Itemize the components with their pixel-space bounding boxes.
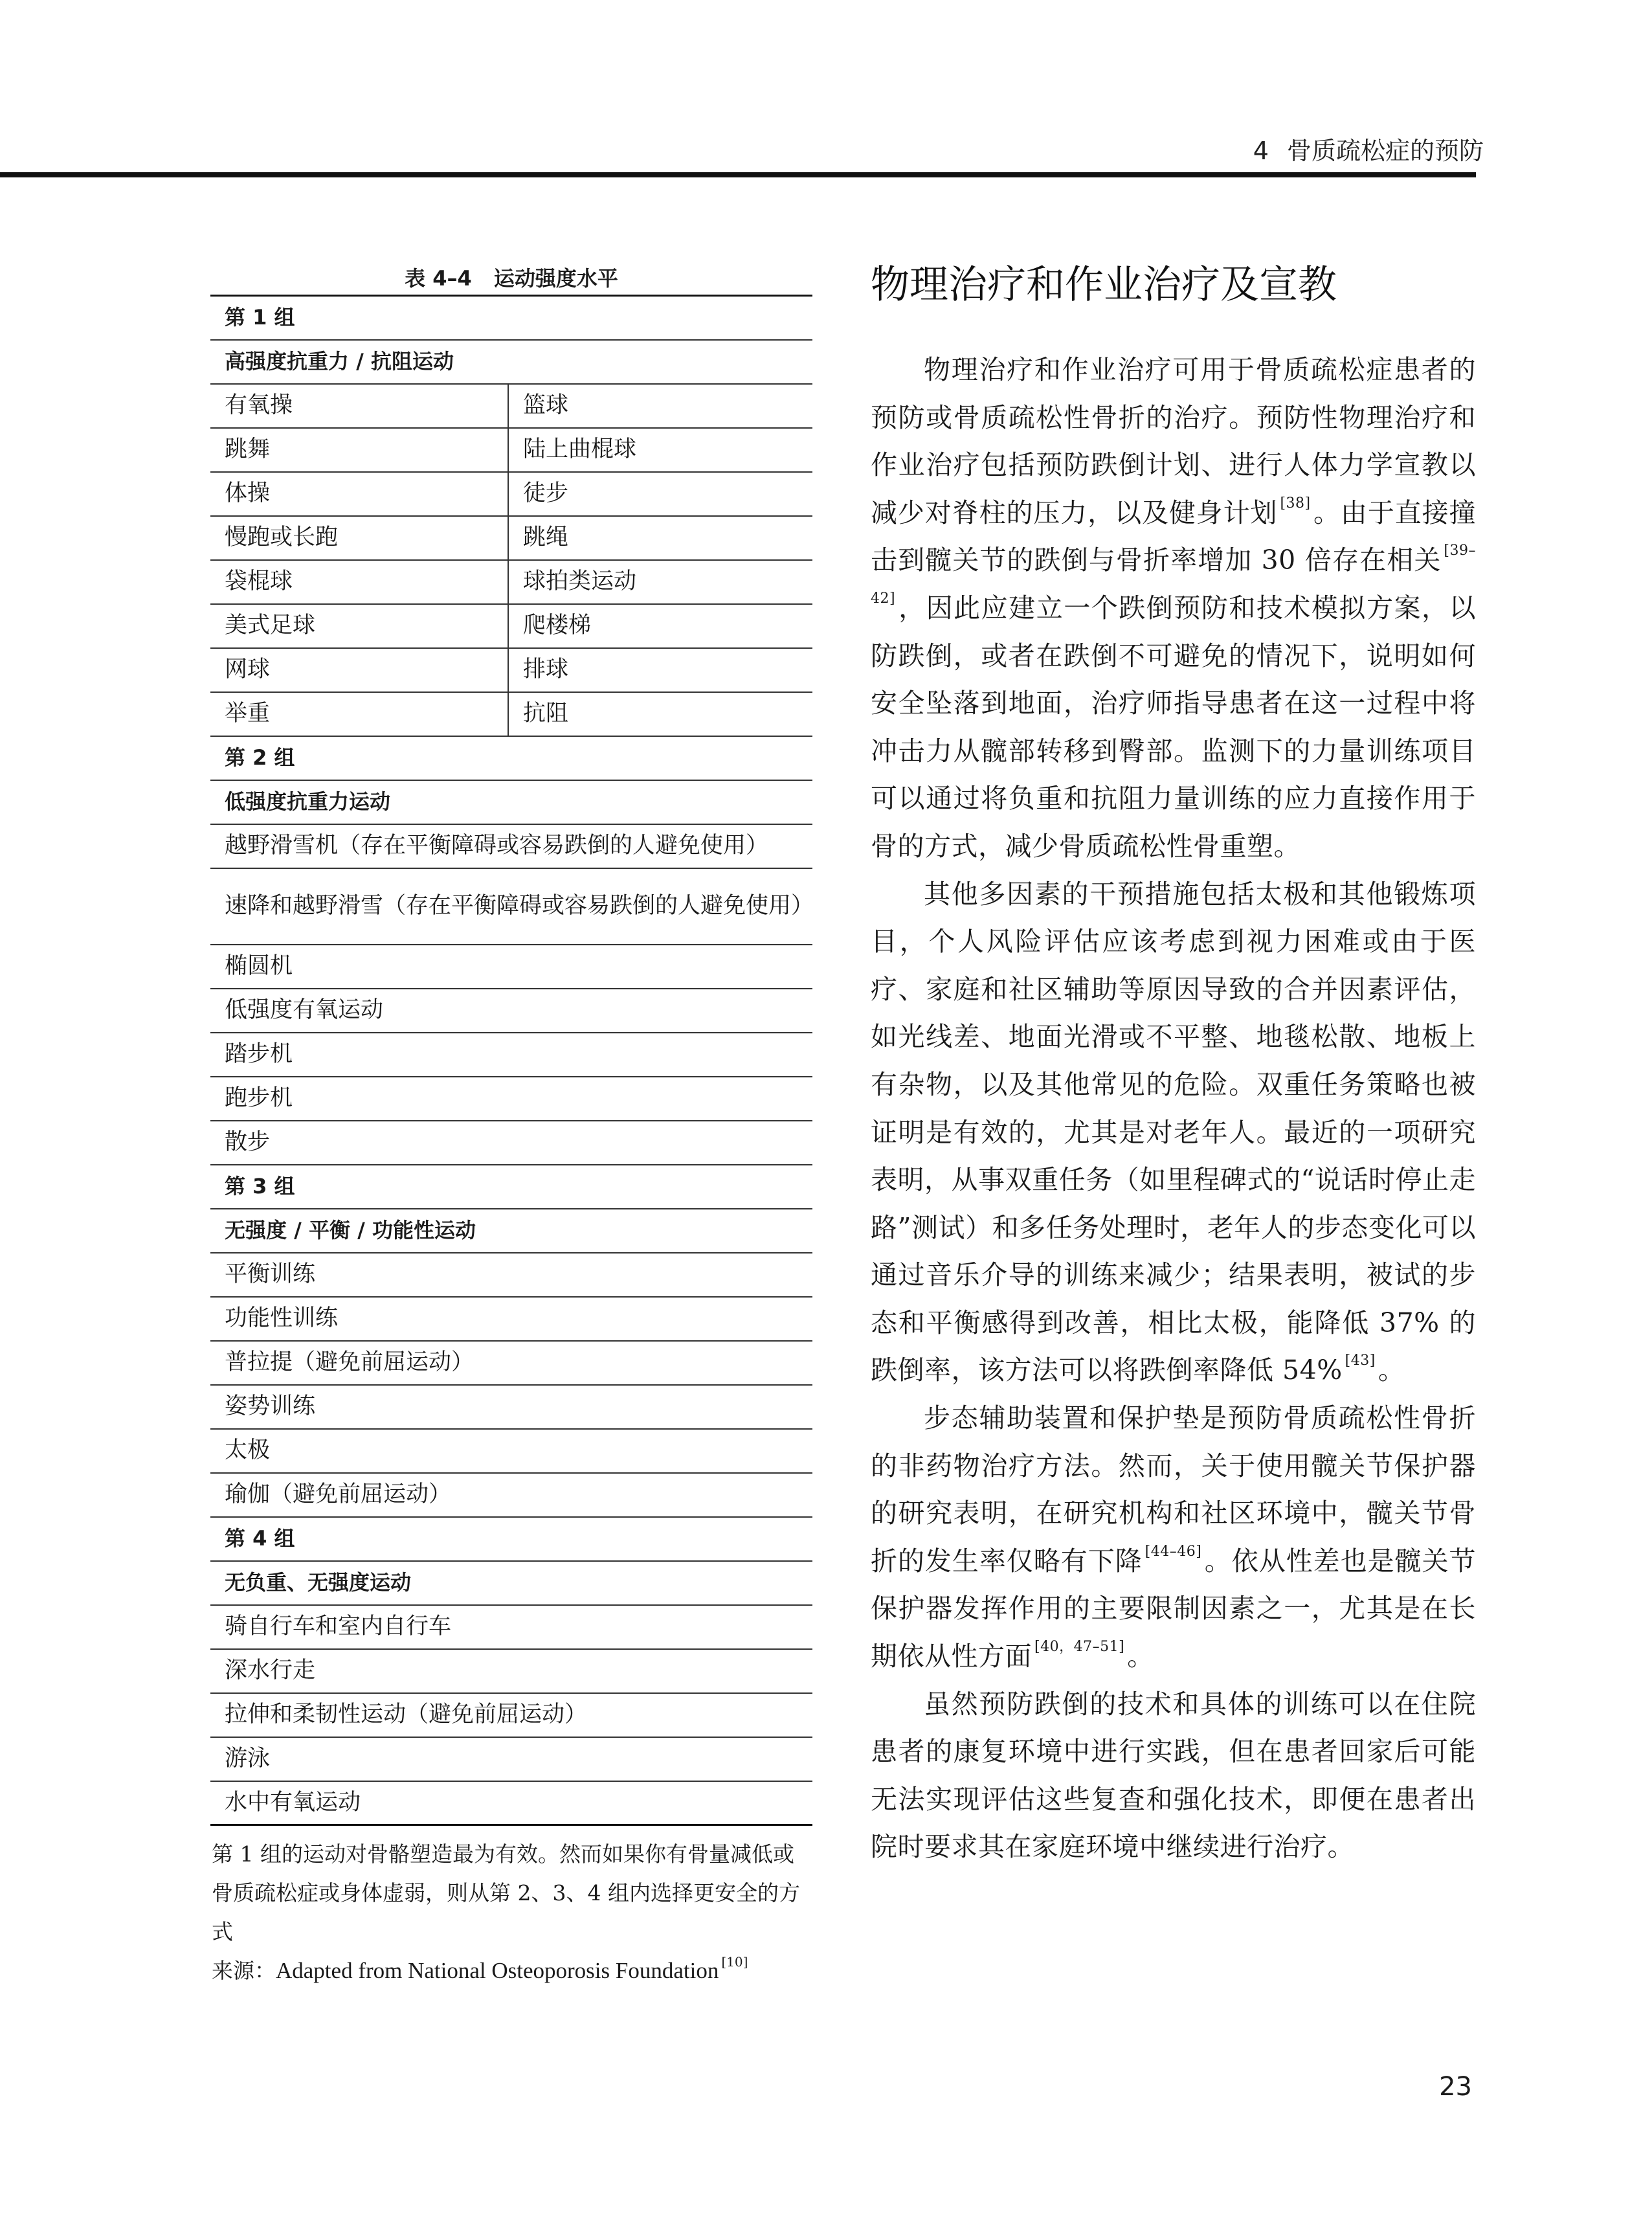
table-row — [210, 1737, 812, 1781]
table-row — [210, 560, 812, 604]
table-cell: 体操 — [210, 472, 508, 516]
citation-ref: [43] — [1345, 1353, 1376, 1369]
table-row — [210, 1297, 812, 1341]
table-category-row — [210, 1209, 812, 1253]
body-paragraph — [871, 346, 1476, 871]
table-cell: 椭圆机 — [210, 945, 812, 989]
chapter-number: 4 — [1253, 137, 1269, 165]
body-paragraph — [871, 871, 1476, 1395]
paragraph-text: 。 — [1127, 1641, 1154, 1672]
table-cell: 水中有氧运动 — [210, 1781, 812, 1825]
table-cell: 抗阻 — [508, 692, 812, 736]
table-category-row — [210, 780, 812, 824]
group-category: 低强度抗重力运动 — [210, 780, 812, 824]
paragraph-text: 物理治疗和作业治疗可用于骨质疏松症患者的预防或骨质疏松性骨折的治疗。预防性物理治疗和作业治疗包括预防跌倒计划、进行人体力学宣教以减少对脊柱的压力，以及健身计划 — [871, 354, 1476, 528]
paragraph-text: 步态辅助装置和保护垫是预防骨质疏松性骨折的非药物治疗方法。然而，关于使用髋关节保护器的研究表明，在研究机构和社区环境中，髋关节骨折的发生率仅略有下降 — [871, 1402, 1476, 1577]
group-category: 无强度 / 平衡 / 功能性运动 — [210, 1209, 812, 1253]
table-cell: 跑步机 — [210, 1077, 812, 1121]
citation-ref: [40，47–51] — [1034, 1639, 1125, 1656]
table-row — [210, 1429, 812, 1473]
paragraph-text: 。 — [1378, 1355, 1405, 1386]
table-cell: 举重 — [210, 692, 508, 736]
table-source-text: Adapted from National Osteoporosis Foundation — [276, 1958, 719, 1983]
paragraph-text: 其他多因素的干预措施包括太极和其他锻炼项目，个人风险评估应该考虑到视力困难或由于医疗、家庭和社区辅助等原因导致的合并因素评估，如光线差、地面光滑或不平整、地毯松散、地板上有杂物，以及其他常见的危险。双重任务策略也被证明是有效的，尤其是对老年人。最近的一项研究表明，从事双重任务（如里程碑式的“说话时停止走路”测试）和多任务处理时，老年人的步态变化可以通过音乐介导的训练来减少；结果表明，被试的步态和平衡感得到改善，相比太极，能降低 37% 的跌倒率，该方法可以将跌倒率降低 54% — [871, 878, 1476, 1386]
table-cell: 骑自行车和室内自行车 — [210, 1605, 812, 1649]
body-paragraph — [871, 1395, 1476, 1681]
table-row — [210, 1253, 812, 1297]
body-paragraph — [871, 1681, 1476, 1871]
table-cell: 瑜伽（避免前屈运动） — [210, 1473, 812, 1517]
page-number: 23 — [1439, 2072, 1472, 2102]
table-row — [210, 945, 812, 989]
table-row — [210, 1385, 812, 1429]
table-cell: 网球 — [210, 648, 508, 692]
table-group-header — [210, 1517, 812, 1561]
table-row — [210, 1693, 812, 1737]
table-cell: 排球 — [508, 648, 812, 692]
section-title: 物理治疗和作业治疗及宣教 — [871, 262, 1337, 308]
group-label: 第 3 组 — [210, 1165, 812, 1209]
table-cell: 陆上曲棍球 — [508, 428, 812, 472]
table-source-label: 来源： — [212, 1958, 276, 1983]
table-cell: 姿势训练 — [210, 1385, 812, 1429]
exercise-intensity-table — [210, 295, 812, 1826]
table-number: 表 4–4 — [405, 266, 472, 291]
table-cell: 爬楼梯 — [508, 604, 812, 648]
table-cell: 慢跑或长跑 — [210, 516, 508, 560]
table-cell: 低强度有氧运动 — [210, 989, 812, 1033]
table-note: 第 1 组的运动对骨骼塑造最为有效。然而如果你有骨量减低或骨质疏松症或身体虚弱，则从第 2、3、4 组内选择更安全的方式 — [212, 1841, 800, 1944]
chapter-title: 骨质疏松症的预防 — [1286, 137, 1484, 165]
table-group-header — [210, 296, 812, 340]
table-row — [210, 1605, 812, 1649]
table-row — [210, 1781, 812, 1825]
table-cell: 篮球 — [508, 384, 812, 428]
table-row — [210, 1649, 812, 1693]
citation-ref: [44–46] — [1144, 1543, 1202, 1560]
table-row — [210, 1077, 812, 1121]
table-cell: 平衡训练 — [210, 1253, 812, 1297]
group-label: 第 4 组 — [210, 1517, 812, 1561]
table-cell: 深水行走 — [210, 1649, 812, 1693]
table-row — [210, 692, 812, 736]
table-cell: 踏步机 — [210, 1033, 812, 1077]
table-cell: 球拍类运动 — [508, 560, 812, 604]
paragraph-text: ，因此应建立一个跌倒预防和技术模拟方案，以防跌倒，或者在跌倒不可避免的情况下，说明如何安全坠落到地面，治疗师指导患者在这一过程中将冲击力从髋部转移到臀部。监测下的力量训练项目可以通过将负重和抗阻力量训练的应力直接作用于骨的方式，减少骨质疏松性骨重塑。 — [871, 592, 1476, 862]
header-rule — [0, 172, 1476, 177]
table-row — [210, 1033, 812, 1077]
table-cell: 游泳 — [210, 1737, 812, 1781]
table-category-row — [210, 1561, 812, 1605]
table-cell: 太极 — [210, 1429, 812, 1473]
table-cell: 袋棍球 — [210, 560, 508, 604]
section-body — [871, 346, 1476, 1871]
table-cell: 拉伸和柔韧性运动（避免前屈运动） — [210, 1693, 812, 1737]
paragraph-text: 。由于直接撞击到髋关节的跌倒与骨折率增加 30 倍存在相关 — [871, 497, 1477, 576]
table-source-ref: [10] — [721, 1954, 748, 1970]
citation-ref: [39–42] — [871, 543, 1476, 607]
running-head — [1253, 131, 1484, 166]
paragraph-text: 虽然预防跌倒的技术和具体的训练可以在住院患者的康复环境中进行实践，但在患者回家后可能无法实现评估这些复查和强化技术，即便在患者出院时要求其在家庭环境中继续进行治疗。 — [871, 1688, 1476, 1863]
table-row — [210, 648, 812, 692]
table-cell: 速降和越野滑雪（存在平衡障碍或容易跌倒的人避免使用） — [210, 868, 812, 945]
table-cell: 跳绳 — [508, 516, 812, 560]
table-cell: 越野滑雪机（存在平衡障碍或容易跌倒的人避免使用） — [210, 824, 812, 868]
table-category-row — [210, 340, 812, 384]
table-caption — [210, 262, 812, 295]
group-category: 无负重、无强度运动 — [210, 1561, 812, 1605]
table-row — [210, 824, 812, 868]
group-category: 高强度抗重力 / 抗阻运动 — [210, 340, 812, 384]
table-row — [210, 384, 812, 428]
table-cell: 徒步 — [508, 472, 812, 516]
table-row — [210, 1121, 812, 1165]
table-row — [210, 472, 812, 516]
table-group-header — [210, 736, 812, 780]
table-cell: 有氧操 — [210, 384, 508, 428]
table-row — [210, 1473, 812, 1517]
table-title: 运动强度水平 — [493, 266, 618, 291]
table-row — [210, 604, 812, 648]
group-label: 第 2 组 — [210, 736, 812, 780]
citation-ref: [38] — [1280, 495, 1311, 512]
table-cell: 跳舞 — [210, 428, 508, 472]
table-row — [210, 516, 812, 560]
table-row — [210, 428, 812, 472]
table-cell: 功能性训练 — [210, 1297, 812, 1341]
table-row — [210, 1341, 812, 1385]
exercise-intensity-table-block — [210, 262, 812, 1990]
table-row — [210, 868, 812, 945]
table-source — [210, 1951, 812, 1990]
table-row — [210, 989, 812, 1033]
table-group-header — [210, 1165, 812, 1209]
table-cell: 普拉提（避免前屈运动） — [210, 1341, 812, 1385]
paragraph-text: 。依从性差也是髋关节保护器发挥作用的主要限制因素之一，尤其是在长期依从性方面 — [871, 1545, 1476, 1672]
group-label: 第 1 组 — [210, 296, 812, 340]
table-cell: 美式足球 — [210, 604, 508, 648]
table-cell: 散步 — [210, 1121, 812, 1165]
